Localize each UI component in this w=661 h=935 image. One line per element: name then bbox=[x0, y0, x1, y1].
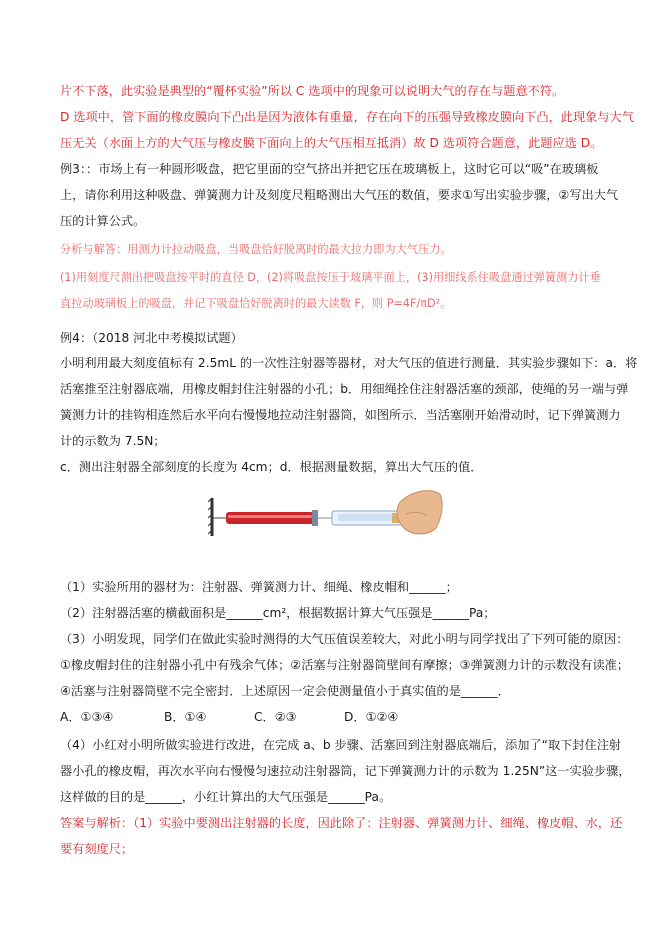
line-11: 小明利用最大刻度值标有 2.5mL 的一次性注射器等器材，对大气压的值进行测量．其实验步骤如下：a．将 bbox=[60, 356, 638, 370]
line-05: 上，请你利用这种吸盘、弹簧测力计及刻度尺粗略测出大气压的数值，要求①写出实验步骤，②写出大气 bbox=[60, 188, 619, 202]
line-22: （4）小红对小明所做实验进行改进，在完成 a、b 步骤、活塞回到注射器底端后，添加了“取下封住注射 bbox=[60, 738, 622, 752]
line-03: 压无关（水面上方的大气压与橡皮膜下面向上的大气压相互抵消）故 D 选项符合题意，此题应选 D。 bbox=[60, 136, 603, 150]
line-04: 例3：：市场上有一种圆形吸盘，把它里面的空气挤出并把它压在玻璃板上，这时它可以“吸”在玻璃板 bbox=[60, 162, 599, 176]
line-08: (1)用刻度尺测出把吸盘按平时的直径 D，(2)将吸盘按压于玻璃平面上，(3)用细线系住吸盘通过弹簧测力计垂 bbox=[60, 271, 601, 284]
line-12: 活塞推至注射器底端，用橡皮帽封住注射器的小孔；b．用细绳拴住注射器活塞的颈部，使绳的另一端与弹 bbox=[60, 382, 629, 396]
syringe-experiment-figure bbox=[208, 484, 444, 544]
option-a: A．①③④ bbox=[60, 710, 114, 724]
line-09: 直拉动玻璃板上的吸盘，并记下吸盘恰好脱离时的最大读数 F，则 P=4F/πD²。 bbox=[60, 297, 452, 310]
line-25: 答案与解析：（1）实验中要测出注射器的长度，因此除了：注射器、弹簧测力计、细绳、橡皮帽、水，还 bbox=[60, 816, 623, 830]
line-14: 计的示数为 7.5N； bbox=[60, 434, 166, 448]
option-c: C．②③ bbox=[254, 710, 297, 724]
line-17: （2）注射器活塞的横截面积是______cm²，根据数据计算大气压强是______Pa； bbox=[60, 606, 496, 620]
spring-scale bbox=[226, 510, 318, 526]
option-d: D．①②④ bbox=[344, 710, 399, 724]
line-07: 分析与解答：用测力计拉动吸盘，当吸盘恰好脱离时的最大拉力即为大气压力。 bbox=[60, 243, 452, 256]
syringe bbox=[318, 511, 408, 525]
line-19: ①橡皮帽封住的注射器小孔中有残余气体；②活塞与注射器筒壁间有摩擦；③弹簧测力计的示数没有读准； bbox=[60, 658, 630, 672]
wall-bracket bbox=[208, 498, 212, 536]
line-18: （3）小明发现，同学们在做此实验时测得的大气压值误差较大，对此小明与同学找出了下列可能的原因： bbox=[60, 632, 629, 646]
line-06: 压的计算公式。 bbox=[60, 214, 146, 228]
line-26: 要有刻度尺； bbox=[60, 842, 134, 856]
line-20: ④活塞与注射器筒壁不完全密封．上述原因一定会使测量值小于真实值的是______． bbox=[60, 684, 510, 698]
line-13: 簧测力计的挂钩相连然后水平向右慢慢地拉动注射器筒，如图所示．当活塞刚开始滑动时，记下弹簧测力 bbox=[60, 408, 621, 422]
line-16: （1）实验所用的器材为：注射器、弹簧测力计、细绳、橡皮帽和______； bbox=[60, 580, 458, 594]
line-24: 这样做的目的是______，小红计算出的大气压强是______Pa。 bbox=[60, 790, 392, 804]
option-b: B．①④ bbox=[164, 710, 207, 724]
line-15: c．测出注射器全部刻度的长度为 4cm；d．根据测量数据，算出大气压的值． bbox=[60, 460, 483, 474]
line-23: 器小孔的橡皮帽，再次水平向右慢慢匀速拉动注射器筒，记下弹簧测力计的示数为 1.25N”这一实验步骤， bbox=[60, 764, 631, 778]
line-10: 例4：（2018 河北中考模拟试题） bbox=[60, 331, 243, 345]
line-02: D 选项中，管下面的橡皮膜向下凸出是因为液体有重量，存在向下的压强导致橡皮膜向下凸，此现象与大气 bbox=[60, 110, 634, 124]
line-01: 片不下落，此实验是典型的“覆杯实验”所以 C 选项中的现象可以说明大气的存在与题意不符。 bbox=[60, 84, 565, 98]
